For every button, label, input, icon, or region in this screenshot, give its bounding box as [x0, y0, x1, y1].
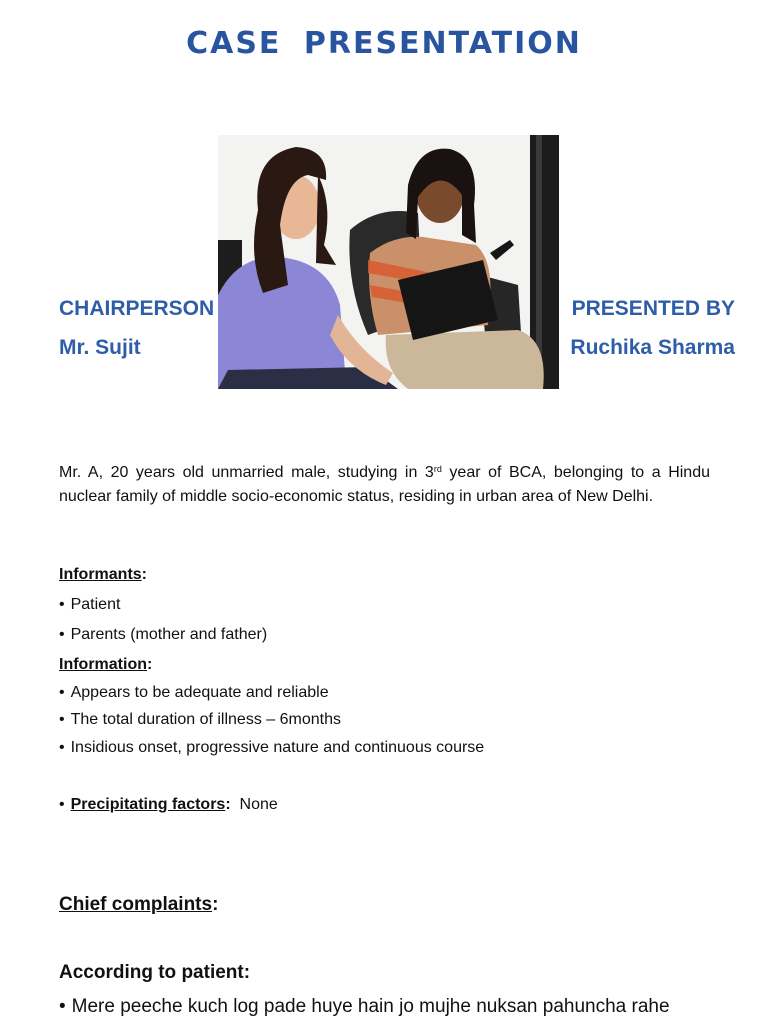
counseling-illustration [218, 135, 559, 389]
counseling-photo [218, 135, 559, 389]
chief-complaints-heading: Chief complaints: [59, 894, 219, 915]
presenter-name: Ruchika Sharma [570, 336, 735, 359]
information-item: • The total duration of illness – 6months [59, 711, 341, 729]
case-intro-paragraph: Mr. A, 20 years old unmarried male, studying in 3rd year of BCA, belonging to a Hindu nuclear family of middle socio-economic status, residing in urban area of New Delhi. [59, 464, 711, 505]
information-item: • Insidious onset, progressive nature and continuous course [59, 739, 484, 757]
informant-item: • Patient [59, 596, 120, 614]
information-item: • Appears to be adequate and reliable [59, 684, 329, 702]
page-title: CASE PRESENTATION [186, 26, 582, 61]
according-to-patient-heading: According to patient: [59, 962, 251, 983]
precipitating-factors: • Precipitating factors: None [59, 796, 278, 814]
chairperson-name: Mr. Sujit [59, 336, 141, 359]
presenter-label: PRESENTED BY [571, 297, 735, 320]
chairperson-label: CHAIRPERSON [59, 297, 215, 320]
informants-heading: Informants: [59, 566, 147, 583]
information-heading: Information: [59, 656, 153, 673]
informant-item: • Parents (mother and father) [59, 626, 267, 644]
patient-complaint-item: • Mere peeche kuch log pade huye hain jo mujhe nuksan pahuncha rahe [59, 996, 670, 1018]
